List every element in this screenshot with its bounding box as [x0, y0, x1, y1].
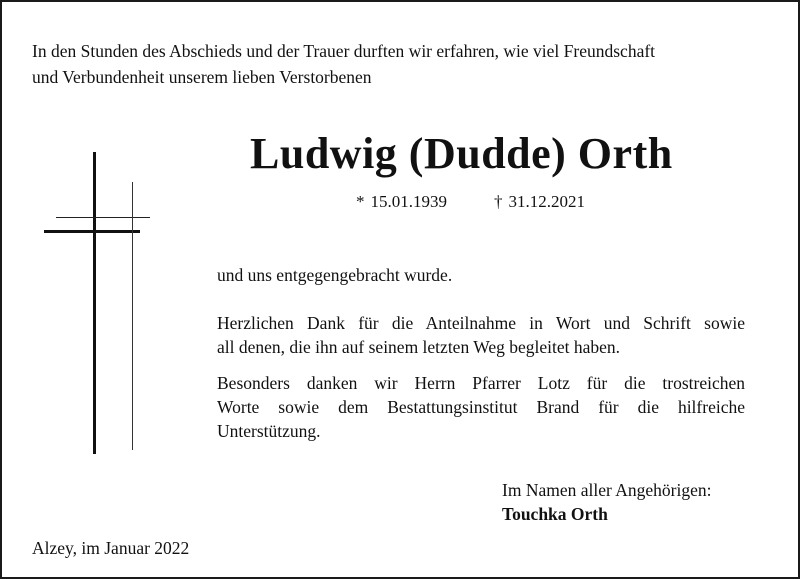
p1-line-1: und uns entgegengebracht wurde.	[217, 265, 453, 285]
cross-thin-horizontal-bar	[56, 217, 150, 218]
paragraph-gratitude-intro	[217, 263, 745, 287]
cross-thick-horizontal-bar	[44, 230, 140, 233]
birth-date	[356, 192, 447, 212]
death-symbol: †	[494, 192, 503, 211]
on-behalf-line: Im Namen aller Angehörigen:	[502, 480, 712, 500]
intro-text	[32, 38, 772, 90]
p3-line-2: Worte sowie dem Bestattungsinstitut Brand für die hilfreiche	[217, 397, 745, 417]
paragraph-thanks	[217, 311, 745, 359]
place-and-date: Alzey, im Januar 2022	[32, 538, 190, 558]
deceased-name: Ludwig (Dudde) Orth	[250, 129, 673, 178]
cross-vertical-bar	[93, 152, 96, 454]
signer-name: Touchka Orth	[502, 504, 608, 524]
death-date	[494, 192, 585, 212]
birth-date-value: 15.01.1939	[370, 192, 447, 211]
p2-line-2: all denen, die ihn auf seinem letzten Weg begleitet haben.	[217, 337, 621, 357]
birth-symbol: *	[356, 192, 365, 211]
cross-icon	[42, 152, 152, 457]
intro-line-1: In den Stunden des Abschieds und der Trauer durften wir erfahren, wie viel Freundschaft	[32, 41, 656, 61]
intro-line-2: und Verbundenheit unserem lieben Verstorbenen	[32, 67, 372, 87]
paragraph-special-thanks	[217, 371, 745, 443]
p3-line-1: Besonders danken wir Herrn Pfarrer Lotz für die trostreichen	[217, 373, 745, 393]
signature-block	[502, 478, 711, 526]
p3-line-3: Unterstützung.	[217, 421, 321, 441]
death-date-value: 31.12.2021	[508, 192, 585, 211]
cross-thin-vertical-bar	[132, 182, 133, 450]
p2-line-1: Herzlichen Dank für die Anteilnahme in Wort und Schrift sowie	[217, 313, 745, 333]
